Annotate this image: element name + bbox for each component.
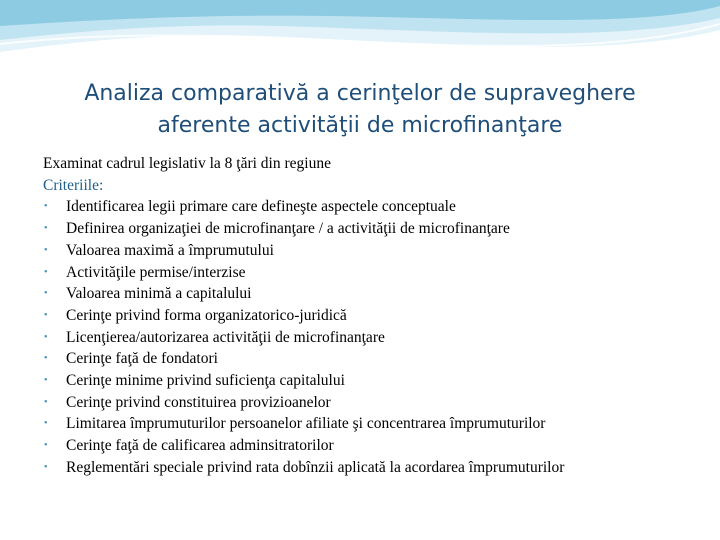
intro-text: Examinat cadrul legislativ la 8 ţări din regiune xyxy=(43,155,331,172)
criteria-item-text: Cerinţe minime privind suficienţa capitalului xyxy=(66,372,345,390)
criteria-item-text: Definirea organizaţiei de microfinanţare / a activităţii de microfinanţare xyxy=(66,220,510,238)
criteria-item xyxy=(43,392,683,414)
bullet-icon: • xyxy=(44,440,48,452)
criteria-item xyxy=(43,196,683,218)
criteria-item-text: Cerinţe privind constituirea provizioanelor xyxy=(66,393,331,411)
header-wave-decoration xyxy=(0,0,720,80)
criteria-label: Criteriile: xyxy=(43,176,104,194)
bullet-icon: • xyxy=(44,244,48,256)
criteria-item-text: Valoarea maximă a împrumutului xyxy=(66,241,274,259)
bullet-icon: • xyxy=(44,331,48,343)
bullet-icon: • xyxy=(44,396,48,408)
bullet-icon: • xyxy=(44,309,48,321)
criteria-item xyxy=(43,348,683,370)
criteria-item-text: Cerinţe privind forma organizatorico-juridică xyxy=(66,306,347,324)
criteria-item-text: Cerinţe faţă de calificarea adminsitratorilor xyxy=(66,437,334,455)
bullet-icon: • xyxy=(44,353,48,365)
criteria-item-text: Reglementări speciale privind rata dobînzii aplicată la acordarea împrumuturilor xyxy=(66,458,565,476)
bullet-icon: • xyxy=(44,201,48,213)
criteria-list xyxy=(43,196,683,478)
criteria-item xyxy=(43,240,683,262)
bullet-icon: • xyxy=(44,223,48,235)
criteria-item xyxy=(43,457,683,479)
criteria-item-text: Cerinţe faţă de fondatori xyxy=(66,350,218,368)
slide-title-line-2: aferente activităţii de microfinanţare xyxy=(157,113,563,138)
bullet-icon: • xyxy=(44,375,48,387)
bullet-icon: • xyxy=(44,418,48,430)
criteria-item-text: Licenţierea/autorizarea activităţii de microfinanţare xyxy=(66,328,385,346)
criteria-item xyxy=(43,327,683,349)
slide-title xyxy=(20,78,700,142)
criteria-item xyxy=(43,218,683,240)
criteria-item-text: Limitarea împrumuturilor persoanelor afiliate şi concentrarea împrumuturilor xyxy=(66,415,546,433)
criteria-item-text: Identificarea legii primare care defineşte aspectele conceptuale xyxy=(66,198,456,216)
criteria-item-text: Activităţile permise/interzise xyxy=(66,263,246,281)
criteria-item xyxy=(43,305,683,327)
slide-body xyxy=(43,153,683,479)
criteria-item xyxy=(43,262,683,284)
bullet-icon: • xyxy=(44,266,48,278)
criteria-item-text: Valoarea minimă a capitalului xyxy=(66,285,252,303)
bullet-icon: • xyxy=(44,288,48,300)
criteria-item xyxy=(43,370,683,392)
bullet-icon: • xyxy=(44,461,48,473)
criteria-item xyxy=(43,435,683,457)
criteria-item xyxy=(43,413,683,435)
criteria-item xyxy=(43,283,683,305)
slide-title-line-1: Analiza comparativă a cerinţelor de supraveghere xyxy=(84,81,636,106)
